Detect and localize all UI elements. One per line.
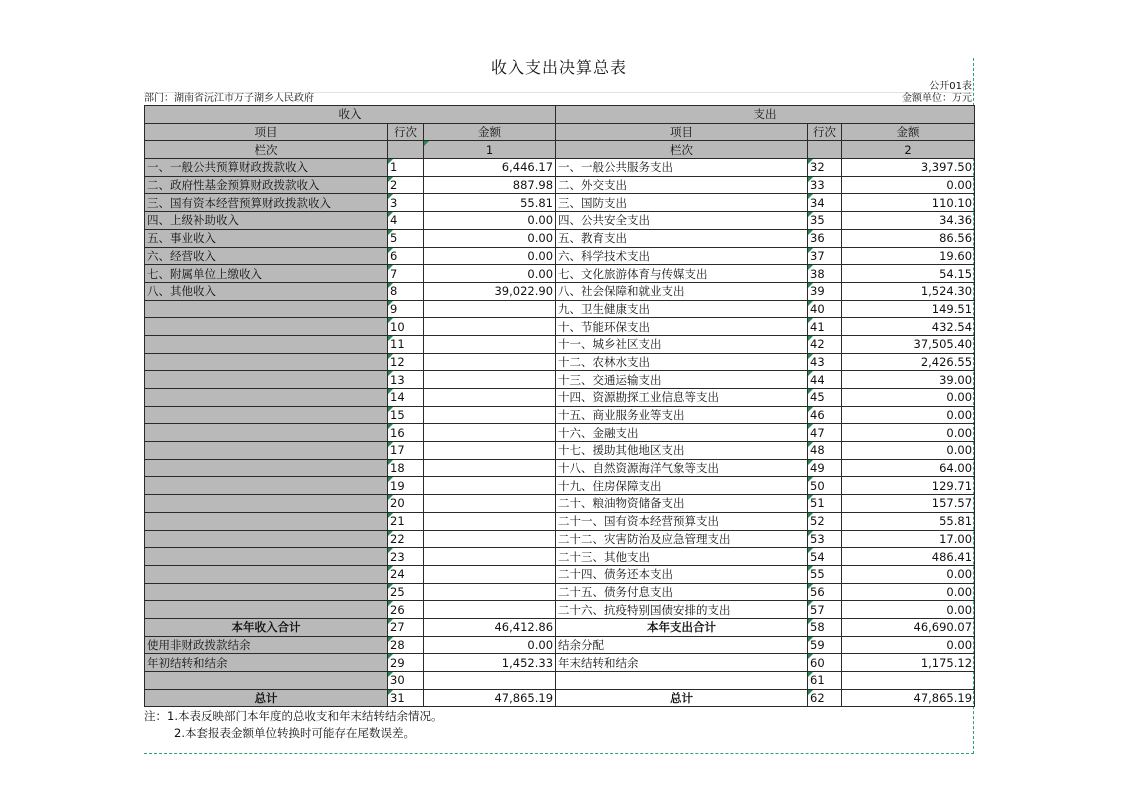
- expense-amount-cell: 0.00: [842, 601, 975, 619]
- table-row: [145, 247, 975, 265]
- table-row: [145, 282, 975, 300]
- income-amount-cell: 55.81: [424, 194, 556, 212]
- income-rowno-cell: 22: [388, 530, 424, 548]
- expense-rowno-cell: 52: [808, 512, 842, 530]
- income-item-cell: [145, 530, 388, 548]
- table-row: [145, 229, 975, 247]
- expense-rowno-cell: 36: [808, 229, 842, 247]
- expense-item-cell: 十、节能环保支出: [556, 318, 808, 336]
- income-amount-cell: [424, 459, 556, 477]
- expense-amount-cell: 486.41: [842, 548, 975, 566]
- table-row: [145, 300, 975, 318]
- expense-amount-cell: [842, 672, 975, 690]
- expense-amount-cell: 0.00: [842, 583, 975, 601]
- expense-item-cell: 七、文化旅游体育与传媒支出: [556, 265, 808, 283]
- expense-amount-cell: 0.00: [842, 424, 975, 442]
- income-amount-cell: [424, 318, 556, 336]
- income-item-cell: [145, 371, 388, 389]
- expense-item-cell: 一、一般公共服务支出: [556, 159, 808, 177]
- expense-rowno-cell: 34: [808, 194, 842, 212]
- income-item-cell: [145, 389, 388, 407]
- income-header: 收入: [145, 106, 556, 124]
- expense-amount-cell: 3,397.50: [842, 159, 975, 177]
- income-amount-cell: [424, 565, 556, 583]
- expense-rowno-cell: 54: [808, 548, 842, 566]
- table-row: [145, 212, 975, 230]
- income-amount-cell: [424, 548, 556, 566]
- expense-amount-cell: 0.00: [842, 565, 975, 583]
- income-item-cell: [145, 300, 388, 318]
- income-rowno-cell: 12: [388, 353, 424, 371]
- table-body: [145, 106, 975, 707]
- table-row: [145, 459, 975, 477]
- income-rowno-cell: 30: [388, 672, 424, 690]
- expense-item-cell: 二十六、抗疫特别国债安排的支出: [556, 601, 808, 619]
- expense-item-cell: 二十四、债务还本支出: [556, 565, 808, 583]
- report-title: 收入支出决算总表: [490, 58, 627, 77]
- table-row: [145, 530, 975, 548]
- expense-amount-cell: 1,524.30: [842, 282, 975, 300]
- expense-amount-cell: 54.15: [842, 265, 975, 283]
- expense-rowno-cell: 49: [808, 459, 842, 477]
- expense-column-blank: [808, 141, 842, 159]
- expense-amount-cell: 86.56: [842, 229, 975, 247]
- expense-amount-cell: 55.81: [842, 512, 975, 530]
- income-rowno-cell: 5: [388, 229, 424, 247]
- income-item-cell: [145, 477, 388, 495]
- expense-amount-cell: 17.00: [842, 530, 975, 548]
- income-item-cell: 使用非财政拨款结余: [145, 636, 388, 654]
- expense-item-cell: 十四、资源勘探工业信息等支出: [556, 389, 808, 407]
- expense-amount-cell: 2,426.55: [842, 353, 975, 371]
- expense-rowno-cell: 55: [808, 565, 842, 583]
- expense-amount-cell: 149.51: [842, 300, 975, 318]
- income-item-cell: [145, 583, 388, 601]
- income-item-cell: [145, 672, 388, 690]
- expense-amount-cell: 0.00: [842, 442, 975, 460]
- income-rowno-cell: 21: [388, 512, 424, 530]
- income-rowno-cell: 16: [388, 424, 424, 442]
- expense-header: 支出: [556, 106, 975, 124]
- expense-item-cell: 结余分配: [556, 636, 808, 654]
- income-rowno-cell: 11: [388, 335, 424, 353]
- income-amount-cell: [424, 672, 556, 690]
- expense-amount-cell: 1,175.12: [842, 654, 975, 672]
- income-amount-cell: [424, 406, 556, 424]
- income-item-cell: 三、国有资本经营预算财政拨款收入: [145, 194, 388, 212]
- notes: [144, 708, 974, 742]
- income-amount-cell: 47,865.19: [424, 689, 556, 707]
- expense-item-cell: 九、卫生健康支出: [556, 300, 808, 318]
- expense-amount-cell: 129.71: [842, 477, 975, 495]
- expense-rowno-cell: 45: [808, 389, 842, 407]
- income-column-label: 栏次: [145, 141, 388, 159]
- income-amount-cell: 46,412.86: [424, 618, 556, 636]
- table-row: [145, 654, 975, 672]
- table-row: [145, 424, 975, 442]
- expense-rowno-cell: 58: [808, 618, 842, 636]
- expense-rowno-cell: 42: [808, 335, 842, 353]
- expense-item-cell: 六、科学技术支出: [556, 247, 808, 265]
- income-amount-cell: 39,022.90: [424, 282, 556, 300]
- expense-rowno-cell: 61: [808, 672, 842, 690]
- income-item-cell: [145, 548, 388, 566]
- page-break-bottom: [144, 753, 974, 754]
- table-row: [145, 636, 975, 654]
- income-amount-cell: 6,446.17: [424, 159, 556, 177]
- income-rowno-cell: 25: [388, 583, 424, 601]
- income-rowno-cell: 4: [388, 212, 424, 230]
- expense-item-cell: 五、教育支出: [556, 229, 808, 247]
- expense-rowno-cell: 43: [808, 353, 842, 371]
- table-row: [145, 477, 975, 495]
- table-row: [145, 601, 975, 619]
- expense-item-cell: 二十、粮油物资储备支出: [556, 495, 808, 513]
- expense-item-cell: 四、公共安全支出: [556, 212, 808, 230]
- table-row: [145, 389, 975, 407]
- income-rowno-cell: 8: [388, 282, 424, 300]
- expense-rowno-cell: 35: [808, 212, 842, 230]
- expense-item-cell: 十五、商业服务业等支出: [556, 406, 808, 424]
- income-amount-cell: [424, 495, 556, 513]
- income-item-cell: 总计: [145, 689, 388, 707]
- expense-item-cell: 二、外交支出: [556, 176, 808, 194]
- expense-item-cell: 二十三、其他支出: [556, 548, 808, 566]
- income-rowno-cell: 23: [388, 548, 424, 566]
- income-rowno-cell: 27: [388, 618, 424, 636]
- expense-amount-cell: 64.00: [842, 459, 975, 477]
- table-row: [145, 495, 975, 513]
- income-item-cell: 六、经营收入: [145, 247, 388, 265]
- income-item-cell: [145, 601, 388, 619]
- table-row: [145, 583, 975, 601]
- income-amount-cell: 0.00: [424, 212, 556, 230]
- department-row: [144, 93, 974, 105]
- expense-item-cell: 年末结转和结余: [556, 654, 808, 672]
- expense-rowno-cell: 50: [808, 477, 842, 495]
- income-amount-cell: [424, 389, 556, 407]
- expense-amount-cell: 19.60: [842, 247, 975, 265]
- expense-rowno-cell: 62: [808, 689, 842, 707]
- expense-item-cell: 八、社会保障和就业支出: [556, 282, 808, 300]
- table-row: [145, 159, 975, 177]
- income-item-cell: [145, 318, 388, 336]
- table-row: [145, 371, 975, 389]
- income-amount-cell: [424, 353, 556, 371]
- expense-amount-cell: 47,865.19: [842, 689, 975, 707]
- expense-rowno-cell: 56: [808, 583, 842, 601]
- expense-item-cell: 总计: [556, 689, 808, 707]
- section-header-row: [145, 106, 975, 124]
- expense-item-cell: 三、国防支出: [556, 194, 808, 212]
- expense-rowno-header: 行次: [808, 123, 842, 141]
- expense-item-cell: 十三、交通运输支出: [556, 371, 808, 389]
- table-row: [145, 353, 975, 371]
- income-item-cell: [145, 424, 388, 442]
- expense-amount-cell: 34.36: [842, 212, 975, 230]
- expense-item-cell: 十二、农林水支出: [556, 353, 808, 371]
- income-rowno-cell: 24: [388, 565, 424, 583]
- income-amount-cell: [424, 512, 556, 530]
- income-rowno-cell: 15: [388, 406, 424, 424]
- expense-rowno-cell: 46: [808, 406, 842, 424]
- income-item-cell: [145, 512, 388, 530]
- income-rowno-cell: 2: [388, 176, 424, 194]
- income-expense-table: [144, 105, 975, 707]
- expense-item-cell: 十七、援助其他地区支出: [556, 442, 808, 460]
- expense-rowno-cell: 48: [808, 442, 842, 460]
- column-header-row: [145, 123, 975, 141]
- income-amount-cell: 1,452.33: [424, 654, 556, 672]
- table-row: [145, 565, 975, 583]
- income-rowno-cell: 14: [388, 389, 424, 407]
- income-item-cell: [145, 335, 388, 353]
- expense-item-header: 项目: [556, 123, 808, 141]
- table-row: [145, 512, 975, 530]
- form-code-row: [144, 81, 974, 93]
- income-rowno-cell: 19: [388, 477, 424, 495]
- income-amount-cell: [424, 601, 556, 619]
- income-rowno-cell: 7: [388, 265, 424, 283]
- income-rowno-cell: 29: [388, 654, 424, 672]
- income-rowno-cell: 13: [388, 371, 424, 389]
- income-amount-cell: [424, 530, 556, 548]
- income-item-cell: [145, 353, 388, 371]
- table-row: [145, 318, 975, 336]
- expense-rowno-cell: 37: [808, 247, 842, 265]
- expense-item-cell: 十一、城乡社区支出: [556, 335, 808, 353]
- table-row: [145, 335, 975, 353]
- expense-amount-cell: 432.54: [842, 318, 975, 336]
- income-item-cell: 八、其他收入: [145, 282, 388, 300]
- expense-item-cell: 二十五、债务付息支出: [556, 583, 808, 601]
- expense-item-cell: 本年支出合计: [556, 618, 808, 636]
- expense-rowno-cell: 53: [808, 530, 842, 548]
- income-rowno-header: 行次: [388, 123, 424, 141]
- expense-amount-cell: 0.00: [842, 389, 975, 407]
- income-rowno-cell: 9: [388, 300, 424, 318]
- income-item-cell: [145, 442, 388, 460]
- form-code: 公开01表: [929, 81, 972, 92]
- income-rowno-cell: 26: [388, 601, 424, 619]
- department-label: 部门：湖南省沅江市万子湖乡人民政府: [144, 93, 314, 104]
- expense-rowno-cell: 33: [808, 176, 842, 194]
- expense-item-cell: 十九、住房保障支出: [556, 477, 808, 495]
- income-amount-cell: 0.00: [424, 247, 556, 265]
- income-amount-cell: [424, 477, 556, 495]
- table-row: [145, 176, 975, 194]
- expense-amount-cell: 157.57: [842, 495, 975, 513]
- income-rowno-cell: 28: [388, 636, 424, 654]
- income-item-header: 项目: [145, 123, 388, 141]
- expense-amount-cell: 0.00: [842, 406, 975, 424]
- table-row: [145, 194, 975, 212]
- report-sheet: [144, 55, 974, 742]
- income-amount-cell: 0.00: [424, 229, 556, 247]
- expense-amount-cell: 110.10: [842, 194, 975, 212]
- table-row: [145, 618, 975, 636]
- income-item-cell: 七、附属单位上缴收入: [145, 265, 388, 283]
- income-amount-cell: 887.98: [424, 176, 556, 194]
- column-index-row: [145, 141, 975, 159]
- income-rowno-cell: 10: [388, 318, 424, 336]
- table-row: [145, 442, 975, 460]
- income-rowno-cell: 20: [388, 495, 424, 513]
- income-amount-cell: [424, 442, 556, 460]
- expense-amount-cell: 0.00: [842, 636, 975, 654]
- income-rowno-cell: 1: [388, 159, 424, 177]
- expense-rowno-cell: 39: [808, 282, 842, 300]
- income-column-number: 1: [424, 141, 556, 159]
- income-item-cell: [145, 459, 388, 477]
- expense-column-label: 栏次: [556, 141, 808, 159]
- unit-label: 金额单位：万元: [902, 93, 972, 104]
- expense-amount-cell: 37,505.40: [842, 335, 975, 353]
- income-rowno-cell: 6: [388, 247, 424, 265]
- note-2: 2.本套报表金额单位转换时可能存在尾数误差。: [174, 726, 415, 741]
- expense-rowno-cell: 38: [808, 265, 842, 283]
- income-item-cell: [145, 565, 388, 583]
- income-item-cell: [145, 495, 388, 513]
- expense-item-cell: 二十一、国有资本经营预算支出: [556, 512, 808, 530]
- expense-rowno-cell: 59: [808, 636, 842, 654]
- expense-amount-cell: 0.00: [842, 176, 975, 194]
- expense-rowno-cell: 32: [808, 159, 842, 177]
- income-amount-cell: [424, 335, 556, 353]
- expense-item-cell: 二十二、灾害防治及应急管理支出: [556, 530, 808, 548]
- expense-rowno-cell: 57: [808, 601, 842, 619]
- expense-rowno-cell: 40: [808, 300, 842, 318]
- expense-amount-cell: 46,690.07: [842, 618, 975, 636]
- income-rowno-cell: 3: [388, 194, 424, 212]
- income-amount-cell: 0.00: [424, 265, 556, 283]
- note-1: 注：1.本表反映部门本年度的总收支和年末结转结余情况。: [144, 709, 443, 724]
- expense-column-number: 2: [842, 141, 975, 159]
- expense-rowno-cell: 60: [808, 654, 842, 672]
- expense-rowno-cell: 41: [808, 318, 842, 336]
- income-amount-cell: 0.00: [424, 636, 556, 654]
- table-row: [145, 672, 975, 690]
- expense-item-cell: [556, 672, 808, 690]
- income-column-blank: [388, 141, 424, 159]
- expense-amount-cell: 39.00: [842, 371, 975, 389]
- income-amount-cell: [424, 424, 556, 442]
- expense-item-cell: 十八、自然资源海洋气象等支出: [556, 459, 808, 477]
- income-rowno-cell: 18: [388, 459, 424, 477]
- income-item-cell: 五、事业收入: [145, 229, 388, 247]
- expense-item-cell: 十六、金融支出: [556, 424, 808, 442]
- table-row: [145, 689, 975, 707]
- expense-rowno-cell: 47: [808, 424, 842, 442]
- income-item-cell: 年初结转和结余: [145, 654, 388, 672]
- income-item-cell: [145, 406, 388, 424]
- income-rowno-cell: 31: [388, 689, 424, 707]
- table-row: [145, 548, 975, 566]
- income-amount-cell: [424, 371, 556, 389]
- expense-amount-header: 金额: [842, 123, 975, 141]
- income-item-cell: 四、上级补助收入: [145, 212, 388, 230]
- income-amount-cell: [424, 300, 556, 318]
- income-item-cell: 二、政府性基金预算财政拨款收入: [145, 176, 388, 194]
- income-amount-cell: [424, 583, 556, 601]
- income-rowno-cell: 17: [388, 442, 424, 460]
- expense-rowno-cell: 44: [808, 371, 842, 389]
- income-item-cell: 一、一般公共预算财政拨款收入: [145, 159, 388, 177]
- table-row: [145, 265, 975, 283]
- expense-rowno-cell: 51: [808, 495, 842, 513]
- income-item-cell: 本年收入合计: [145, 618, 388, 636]
- table-row: [145, 406, 975, 424]
- income-amount-header: 金额: [424, 123, 556, 141]
